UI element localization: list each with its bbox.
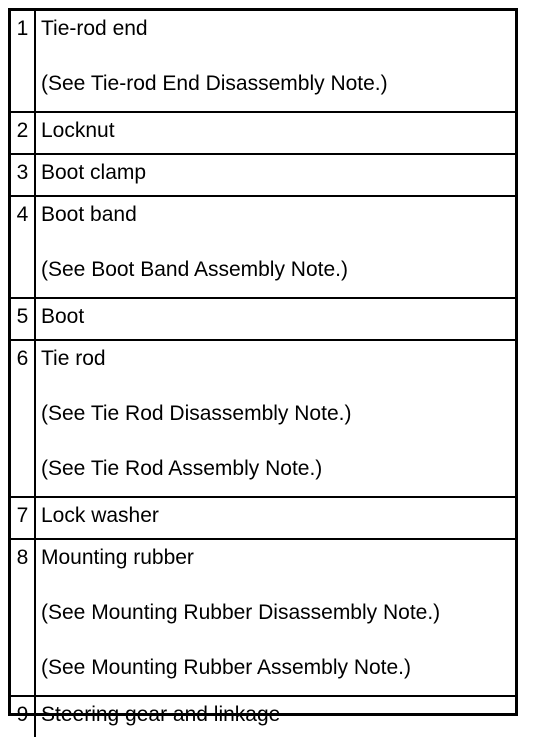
part-note: (See Tie Rod Assembly Note.) [41,457,323,480]
part-name: Boot band [41,203,137,226]
part-note: (See Mounting Rubber Assembly Note.) [41,656,412,679]
parts-table [8,8,518,726]
part-name: Boot [41,305,85,328]
part-name: Lock washer [41,504,159,527]
part-note: (See Tie-rod End Disassembly Note.) [41,72,388,95]
table-row [11,538,515,695]
item-description [36,299,515,339]
table-row [11,111,515,153]
part-note: (See Boot Band Assembly Note.) [41,258,348,281]
item-description [36,11,515,111]
table-row [11,496,515,538]
part-name: Tie rod [41,347,106,370]
item-number: 6 [11,341,36,496]
table-row [11,297,515,339]
item-description [36,697,515,737]
item-description [36,197,515,297]
part-name: Locknut [41,119,115,142]
item-description [36,113,515,153]
table-row [11,695,515,737]
table-row [11,11,515,111]
item-description [36,498,515,538]
table-row [11,195,515,297]
part-name: Boot clamp [41,161,147,184]
item-description [36,341,515,496]
item-number: 5 [11,299,36,339]
part-note: (See Tie Rod Disassembly Note.) [41,402,352,425]
table-row [11,153,515,195]
item-number: 9 [11,697,36,737]
item-number: 8 [11,540,36,695]
part-name: Mounting rubber [41,546,194,569]
table-row [11,339,515,496]
item-number: 3 [11,155,36,195]
item-number: 4 [11,197,36,297]
part-name: Tie-rod end [41,17,148,40]
item-number: 7 [11,498,36,538]
item-number: 2 [11,113,36,153]
part-name: Steering gear and linkage [41,703,281,726]
part-note: (See Mounting Rubber Disassembly Note.) [41,601,441,624]
item-number: 1 [11,11,36,111]
item-description [36,540,515,695]
item-description [36,155,515,195]
